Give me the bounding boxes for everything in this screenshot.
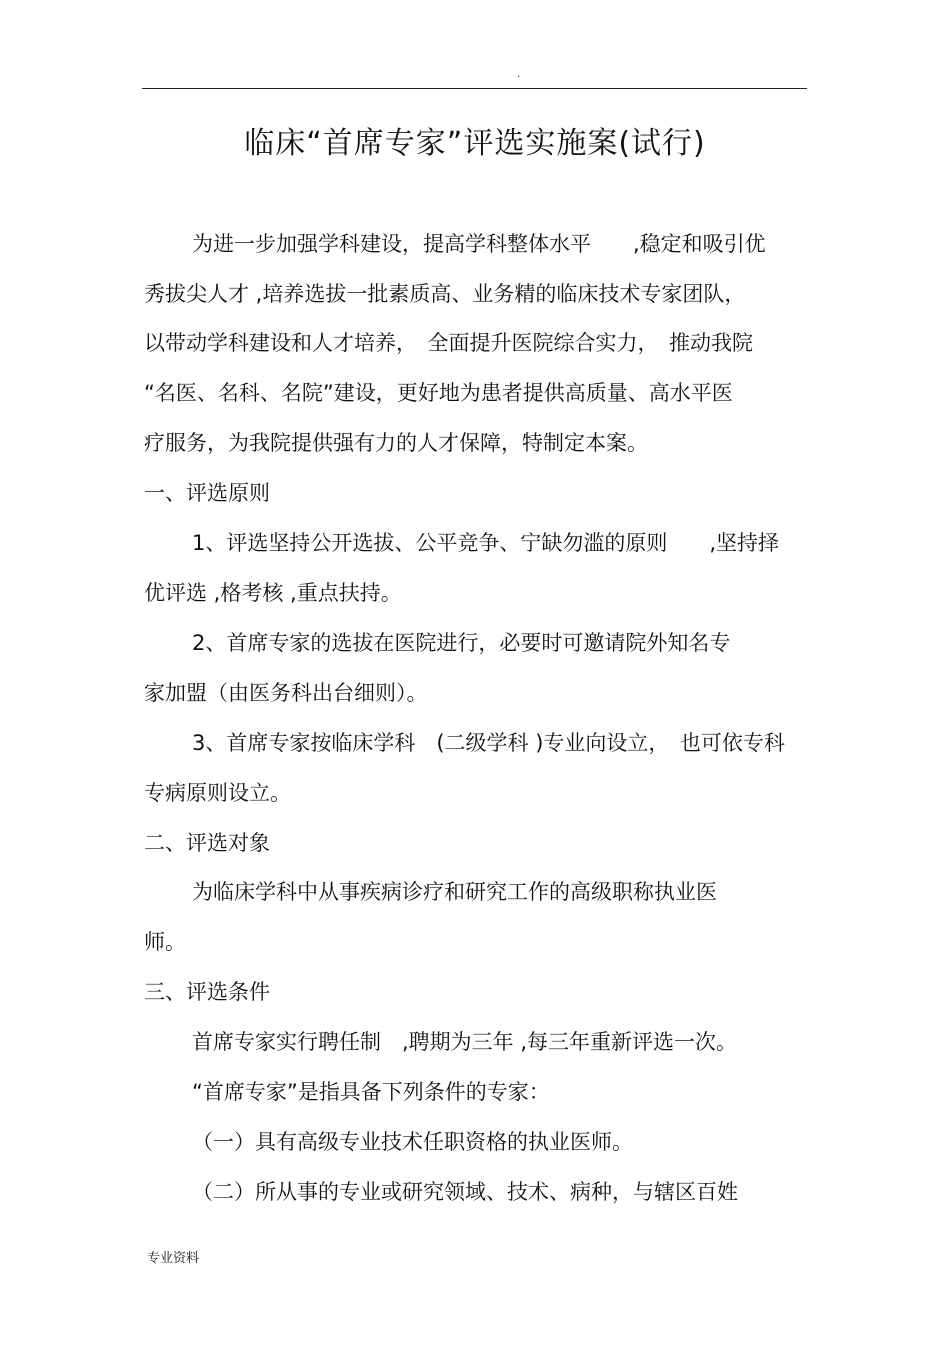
document-title: 临床“首席专家”评选实施案(试行): [244, 126, 706, 161]
list-item: （二）所从事的专业或研究领域、技术、病种，与辖区百姓: [192, 1180, 738, 1204]
header-rule: [142, 88, 807, 89]
section-heading: 三、评选条件: [144, 980, 270, 1004]
paragraph-line: 2、首席专家的选拔在医院进行，必要时可邀请院外知名专: [192, 631, 731, 655]
paragraph-line: 3、首席专家按临床学科 (二级学科 )专业向设立， 也可依专科: [192, 731, 785, 755]
paragraph-line: 1、评选坚持公开选拔、公平竞争、宁缺勿滥的原则 ,坚持择: [192, 531, 780, 555]
section-heading: 一、评选原则: [144, 481, 270, 505]
paragraph-line: 为进一步加强学科建设，提高学科整体水平 ,稳定和吸引优: [192, 232, 766, 256]
paragraph-line: 优评选 ,格考核 ,重点扶持。: [144, 581, 402, 605]
paragraph-line: 专病原则设立。: [144, 781, 291, 805]
list-item: （一）具有高级专业技术任职资格的执业医师。: [192, 1130, 633, 1154]
paragraph-line: 首席专家实行聘任制 ,聘期为三年 ,每三年重新评选一次。: [192, 1030, 738, 1054]
paragraph-line: 师。: [144, 930, 186, 954]
paragraph-line: 以带动学科建设和人才培养， 全面提升医院综合实力， 推动我院: [144, 331, 753, 355]
header-dot: .: [517, 69, 521, 80]
paragraph-line: 秀拔尖人才 ,培养选拔一批素质高、业务精的临床技术专家团队，: [144, 282, 746, 306]
section-heading: 二、评选对象: [144, 831, 270, 855]
paragraph-line: 为临床学科中从事疾病诊疗和研究工作的高级职称执业医: [192, 880, 717, 904]
paragraph-line: “名医、名科、名院”建设，更好地为患者提供高质量、高水平医: [144, 381, 733, 405]
footer-label: 专业资料: [147, 1251, 200, 1266]
paragraph-line: “首席专家”是指具备下列条件的专家：: [192, 1080, 550, 1104]
paragraph-line: 疗服务，为我院提供强有力的人才保障，特制定本案。: [144, 431, 648, 455]
paragraph-line: 家加盟（由医务科出台细则）。: [144, 681, 428, 705]
